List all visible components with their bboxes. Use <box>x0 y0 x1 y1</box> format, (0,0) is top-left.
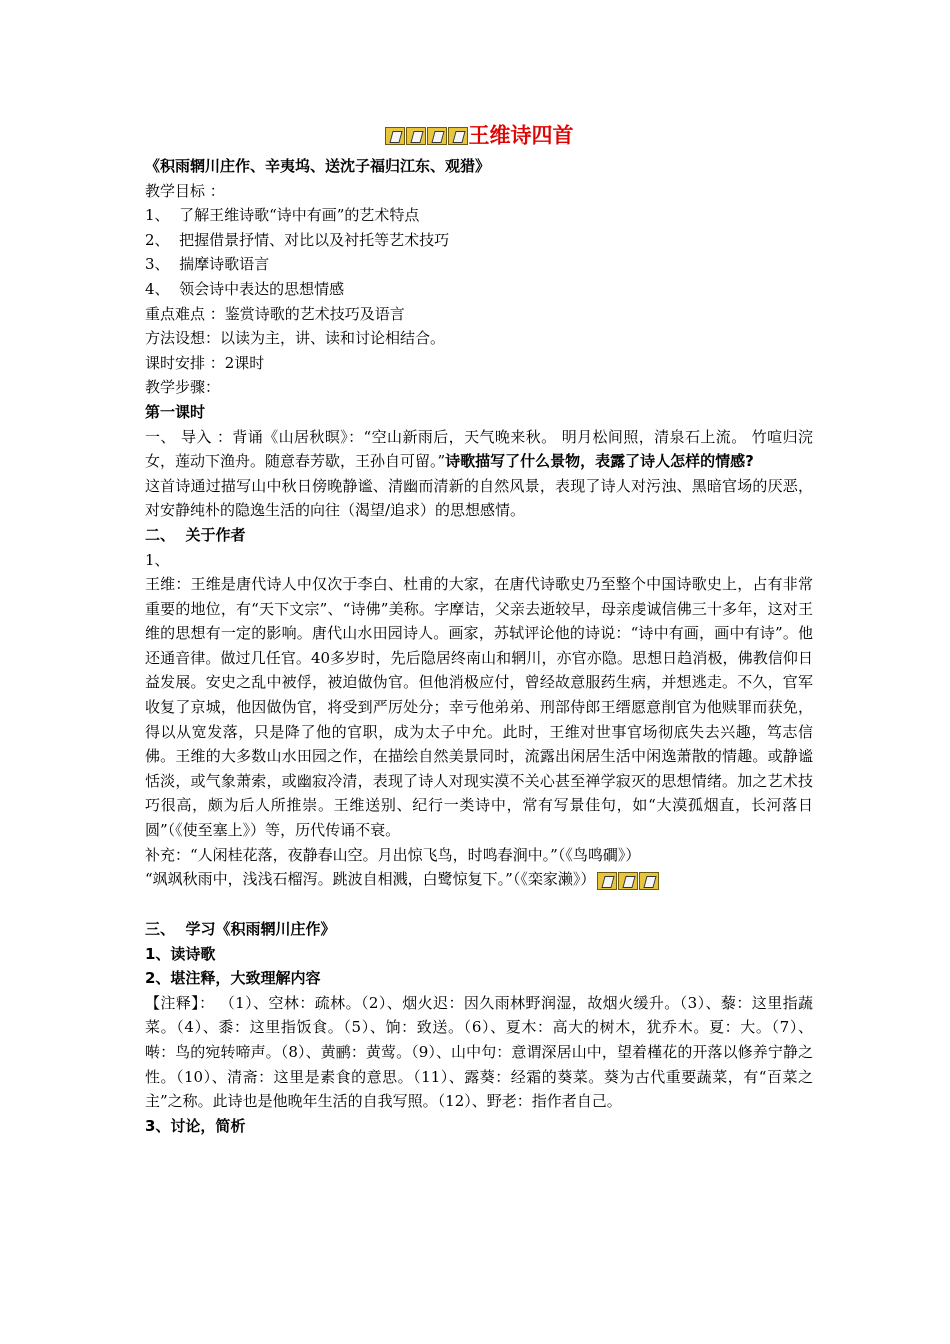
page-title: 王维诗四首 <box>468 123 574 148</box>
objective-item: 3、 揣摩诗歌语言 <box>145 255 270 274</box>
subtitle: 《积雨辋川庄作、辛夷坞、送沈子福归江东、观猎》 <box>145 157 491 175</box>
steps-heading: 教学步骤： <box>145 378 221 397</box>
book-icon <box>427 127 447 145</box>
author-bio: 王维：王维是唐代诗人中仅次于李白、杜甫的大家，在唐代诗歌史乃至整个中国诗歌史上，占有非常重要的地位，有“天下文宗”、“诗佛”美称。字摩诘，父亲去逝较早，母亲虔诚信佛三十多年，这对王维的思想有一定的影响。唐代山水田园诗人。画家，苏轼评论他的诗说：“诗中有画，画中有诗”。他还通音律。做过几任官。40多岁时，先后隐居终南山和辋川，亦官亦隐。思想日趋消极，佛教信仰日益发展。安史之乱中被俘，被迫做伪官。但他消极应付，曾经故意服药生病，并想逃走。不久，官军收复了京城，他因做伪官，将受到严厉处分；幸亏他弟弟、刑部侍郎王缙愿意削官为他赎罪而获免，得以从宽发落，只是降了他的官职，成为太子中允。此时，王维对世事官场彻底失去兴趣，笃志信佛。王维的大多数山水田园之作，在描绘自然美景同时，流露出闲居生活中闲逸萧散的情趣。或静谧恬淡，或气象萧索，或幽寂冷清，表现了诗人对现实漠不关心甚至禅学寂灭的思想情绪。加之艺术技巧很高，颇为后人所推崇。王维送别、纪行一类诗中，常有写景佳句，如“大漠孤烟直，长河落日圆”（《使至塞上》）等，历代传诵不衰。 <box>145 575 813 840</box>
intro-answer: 这首诗通过描写山中秋日傍晚静谧、清幽而清新的自然风景，表现了诗人对污浊、黑暗官场的厌恶，对安静纯朴的隐逸生活的向往（渴望/追求）的思想感情。 <box>145 476 813 520</box>
objective-item: 2、 把握借景抒情、对比以及衬托等艺术技巧 <box>145 230 450 249</box>
author-heading: 二、 关于作者 <box>145 525 246 544</box>
document-page <box>145 120 813 1138</box>
objective-item: 4、 领会诗中表达的思想情感 <box>145 279 345 298</box>
author-number: 1、 <box>145 550 170 569</box>
book-icon <box>448 127 468 145</box>
key-points: 重点难点 ：鉴赏诗歌的艺术技巧及语言 <box>145 304 405 323</box>
title-row <box>145 120 813 150</box>
book-icon <box>639 872 659 890</box>
title-icons <box>385 121 469 151</box>
method: 方法设想：以读为主，讲、读和讨论相结合。 <box>145 329 446 348</box>
supplement-line-2 <box>145 867 813 892</box>
inline-icons <box>597 868 660 893</box>
spacer <box>145 893 813 918</box>
study-heading: 三、 学习《积雨辋川庄作》 <box>145 920 336 939</box>
book-icon <box>618 872 638 890</box>
notes-paragraph: 【注释】： （1）、空林：疏林。（2）、烟火迟：因久雨林野润湿，故烟火缓升。（3）、藜：这里指蔬菜。（4）、黍：这里指饭食。（5）、饷：致送。（6）、夏木：高大的树木，犹乔木。夏：大。（7）、啭：鸟的宛转啼声。（8）、黄鹂：黄莺。（9）、山中句：意谓深居山中，望着槿花的开落以修养宁静之性。（10）、清斋：这里是素食的意思。（11）、露葵：经霜的葵菜。葵为古代重要蔬菜，有“百菜之主”之称。此诗也是他晚年生活的自我写照。（12）、野老：指作者自己。 <box>145 993 813 1111</box>
study-step: 1、读诗歌 <box>145 944 216 963</box>
book-icon <box>597 872 617 890</box>
objectives-heading: 教学目标 ： <box>145 181 225 200</box>
book-icon <box>385 127 405 145</box>
study-step: 2、堪注释，大致理解内容 <box>145 969 321 988</box>
schedule: 课时安排 ：2课时 <box>145 353 265 372</box>
intro-paragraph <box>145 425 813 474</box>
objective-item: 1、 了解王维诗歌“诗中有画”的艺术特点 <box>145 206 420 225</box>
study-step: 3、讨论，简析 <box>145 1116 246 1135</box>
intro-text: 一、 导入 ：背诵《山居秋暝》：“空山新雨后，天气晚来秋。 明月松间照，清泉石上流。 竹喧归浣女，莲动下渔舟。随意春芳歇，王孙自可留。” <box>145 427 813 471</box>
supplement-text: “飒飒秋雨中，浅浅石榴泻。跳波自相溅，白鹭惊复下。”（《栾家濑》） <box>145 870 596 889</box>
supplement-line: 补充：“人闲桂花落，夜静春山空。月出惊飞鸟，时鸣春涧中。”（《鸟鸣磵》） <box>145 845 641 864</box>
intro-question: 诗歌描写了什么景物，表露了诗人怎样的情感? <box>445 452 754 471</box>
book-icon <box>406 127 426 145</box>
lesson-heading: 第一课时 <box>145 402 206 421</box>
